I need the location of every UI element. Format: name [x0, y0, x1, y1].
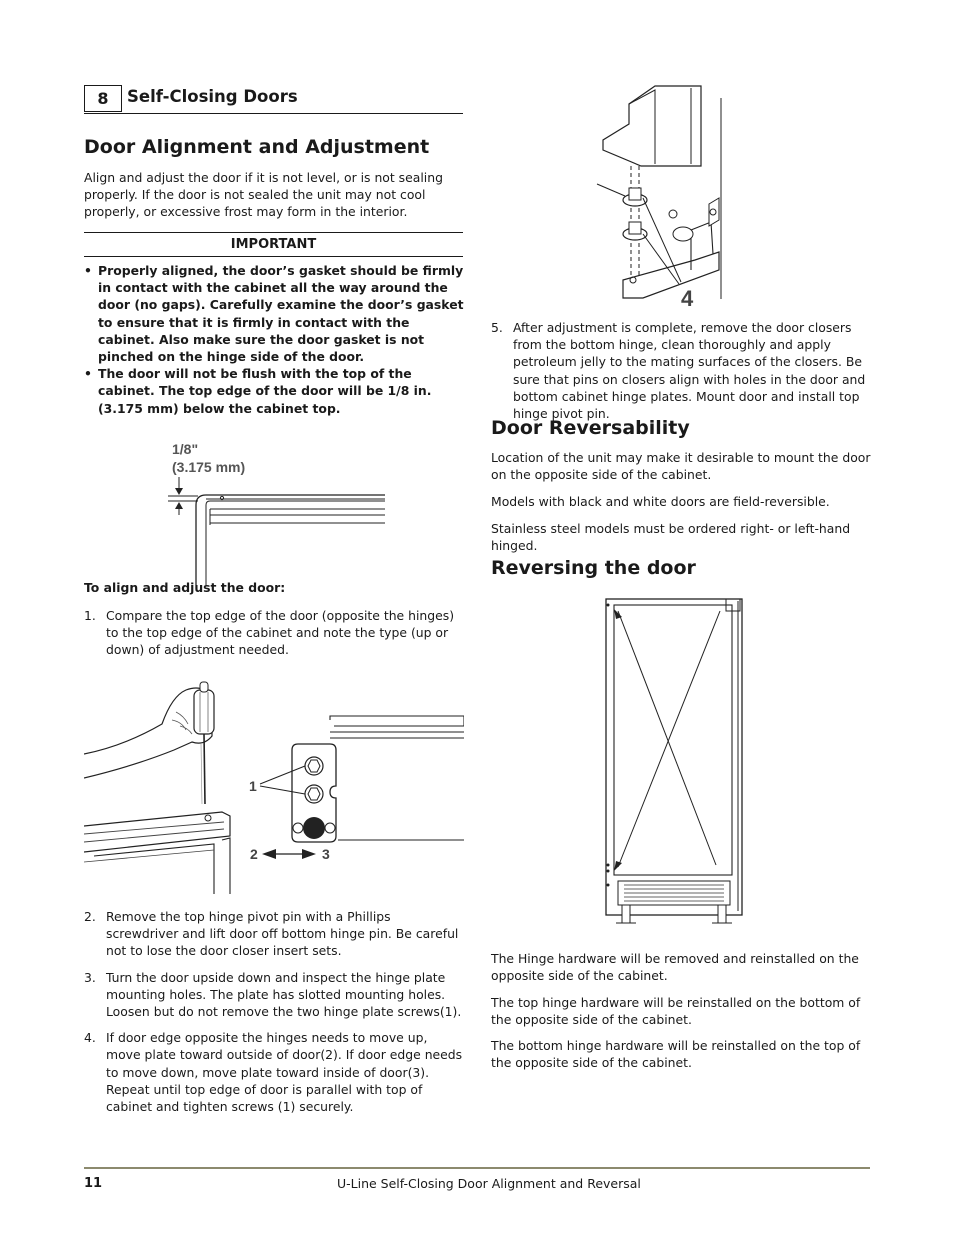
reversability-paragraph: Location of the unit may make it desirable to mount the door on the opposite side of the cabinet. [491, 450, 871, 482]
reversing-paragraph: The bottom hinge hardware will be reinstalled on the top of the opposite side of the cabinet. [491, 1038, 861, 1070]
section-title: Self-Closing Doors [127, 87, 298, 106]
step-list-3 [491, 319, 871, 422]
important-rule-top [84, 232, 463, 233]
gap-label-inches: 1/8" [172, 441, 199, 457]
important-list [84, 262, 464, 417]
step-number: 4. [84, 1030, 96, 1046]
step-text: Compare the top edge of the door (opposite the hinges) to the top edge of the cabinet and note the type (up or down) of adjustment needed. [106, 608, 455, 658]
step-text: After adjustment is complete, remove the door closers from the bottom hinge, clean thoroughly and apply petroleum jelly to the mating surfaces of the closers. Be sure that pins on closers align with holes in the door and bottom cabinet hinge plates. Mount door and install top hinge pivot pin. [513, 320, 866, 422]
callout-4: 4 [681, 286, 694, 309]
step-item [84, 969, 464, 1021]
step-number: 2. [84, 909, 96, 924]
step-item [84, 1029, 464, 1115]
step-text: Remove the top hinge pivot pin with a Phillips screwdriver and lift door off bottom hinge pin. Be careful not to lose the door closer insert sets. [106, 909, 459, 959]
page-number: 11 [84, 1176, 103, 1191]
callout-3: 3 [322, 846, 330, 862]
step-text: Turn the door upside down and inspect the hinge plate mounting holes. The plate has slotted mounting holes. Loosen but do not remove the two hinge plate screws(1). [106, 969, 462, 1020]
step-item [84, 908, 464, 960]
door-closer-diagram [595, 84, 730, 309]
step-item [491, 319, 871, 422]
heading-door-reversability: Door Reversability [491, 417, 690, 439]
refrigerator-front-diagram [600, 595, 750, 925]
reversability-paragraph: Models with black and white doors are field-reversible. [491, 494, 830, 509]
step-list-2 [84, 908, 464, 1115]
important-rule-bottom [84, 256, 463, 257]
step-number: 1. [84, 608, 96, 623]
intro-paragraph: Align and adjust the door if it is not level, or is not sealing properly. If the door is not sealed the unit may not cool properly, or excessive frost may form in the interior. [84, 170, 443, 219]
section-rule [84, 113, 463, 114]
step-text: If door edge opposite the hinges needs to move up, move plate toward outside of door(2). If door edge needs to move down, move plate toward inside of door(3). Repeat until top edge of door is parallel with top of cabinet and tighten screws (1) securely. [106, 1030, 463, 1115]
hinge-adjust-diagram [84, 676, 464, 898]
heading-reversing-door: Reversing the door [491, 557, 696, 579]
section-number: 8 [84, 85, 122, 112]
footer-title: U-Line Self-Closing Door Alignment and Reversal [337, 1176, 641, 1191]
procedure-heading: To align and adjust the door: [84, 580, 286, 595]
heading-door-alignment: Door Alignment and Adjustment [84, 136, 430, 158]
step-item [84, 607, 464, 659]
callout-1: 1 [249, 778, 257, 794]
door-gap-diagram [150, 435, 395, 585]
reversability-paragraph: Stainless steel models must be ordered right- or left-hand hinged. [491, 521, 851, 553]
important-label: IMPORTANT [230, 237, 317, 252]
reversing-paragraph: The Hinge hardware will be removed and reinstalled on the opposite side of the cabinet. [491, 951, 859, 983]
footer-rule [84, 1167, 870, 1169]
step-number: 5. [491, 320, 503, 335]
gap-label-mm: (3.175 mm) [172, 459, 246, 475]
important-item: • The door will not be flush with the top of the cabinet. The top edge of the door will be 1/8 in. (3.175 mm) below the cabinet top. [84, 365, 464, 417]
step-number: 3. [84, 969, 96, 985]
step-list-1 [84, 607, 464, 659]
important-item: • Properly aligned, the door’s gasket should be firmly in contact with the cabinet all the way around the door (no gaps). Carefully examine the door’s gasket to ensure that it is firmly in contact with the cabinet. Also make sure the door gasket is not pinched on the hinge side of the door. [84, 262, 464, 365]
reversing-paragraph: The top hinge hardware will be reinstalled on the bottom of the opposite side of the cabinet. [491, 995, 861, 1027]
callout-2: 2 [250, 846, 258, 862]
